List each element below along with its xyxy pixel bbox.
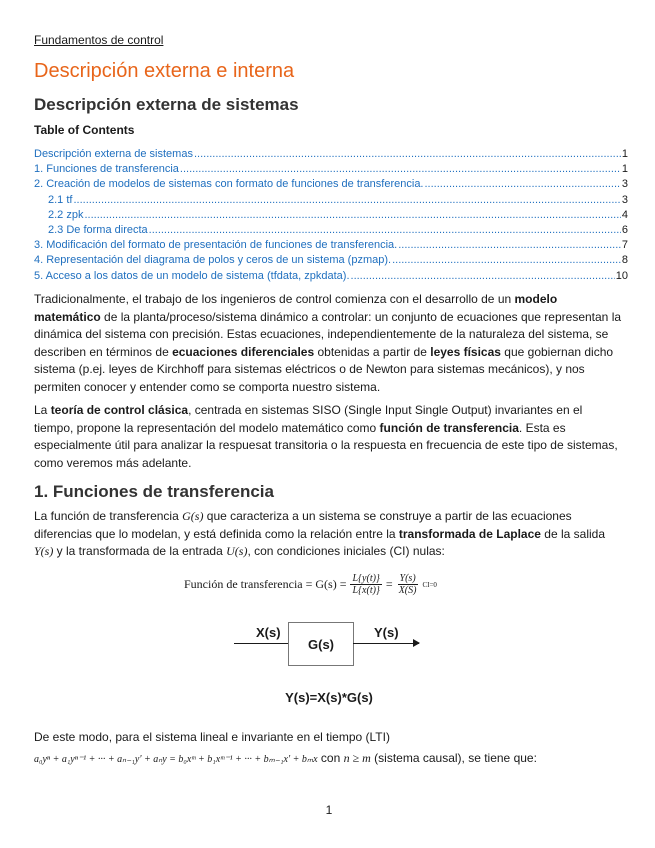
output-signal-label: Y(s) — [374, 625, 399, 640]
toc-entry-page: 10 — [615, 269, 628, 282]
toc-entry[interactable] — [34, 178, 628, 193]
section-heading-transfer-functions: 1. Funciones de transferencia — [34, 482, 274, 501]
toc-entry[interactable] — [34, 163, 628, 178]
toc-entry[interactable] — [34, 224, 628, 239]
toc-title: Table of Contents — [34, 123, 135, 137]
toc-entry-label[interactable]: 5. Acceso a los datos de un modelo de sistema (tfdata, zpkdata). — [34, 269, 350, 282]
lti-paragraph: De este modo, para el sistema lineal e invariante en el tiempo (LTI) — [34, 730, 390, 744]
lti-equation-line: a₀yⁿ + a₁yⁿ⁻¹ + ··· + aₙ₋₁y' + aₙy = b₀xᵐ + b₁xᵐ⁻¹ + ··· + bₘ₋₁x' + bₘx con n ≥ m (sistema causal), se tiene que: — [34, 751, 537, 765]
toc-entry-label[interactable]: Descripción externa de sistemas — [34, 148, 193, 160]
section-title: Descripción externa de sistemas — [34, 95, 299, 114]
toc-entry-label[interactable]: 2.2 zpk — [48, 208, 84, 221]
toc-entry-label[interactable]: 2.1 tf — [48, 193, 73, 206]
block-diagram — [234, 612, 454, 672]
toc-entry[interactable] — [34, 148, 628, 163]
toc-entry-page: 6 — [621, 223, 628, 236]
toc-entry[interactable] — [34, 194, 628, 209]
input-signal-label: X(s) — [256, 625, 281, 640]
toc-entry-label[interactable]: 2. Creación de modelos de sistemas con formato de funciones de transferencia. — [34, 178, 424, 191]
toc-entry-label[interactable]: 2.3 De forma directa — [48, 223, 148, 236]
toc-entry[interactable] — [34, 239, 628, 254]
toc-entry-page: 3 — [621, 178, 628, 191]
document-header: Fundamentos de control — [34, 33, 164, 47]
intro-paragraph: Tradicionalmente, el trabajo de los ingenieros de control comienza con el desarrollo de un modelo matemático de la planta/proceso/sistema dinámico a controlar: un conjunto de ecuaciones que representan la dinámica del sistema con precisión. Estas ecuaciones, independientemente de la naturaleza del sistema, se describen en términos de ecuaciones diferenciales obtenidas a partir de leyes físicas que gobiernan dicho sistema (p.ej. leyes de Kirchhoff para sistemas eléctricos o de Newton para sistemas mecánicos), y nos permiten conocer y entender como se comporta nuestro sistema. — [34, 292, 622, 394]
output-arrow — [353, 643, 419, 644]
transfer-block: G(s) — [288, 622, 354, 666]
toc-entry-page: 7 — [621, 239, 628, 252]
input-arrow — [234, 643, 288, 644]
transfer-function-formula: Función de transferencia = G(s) = $\frac{L\{y(t)\}}{L\{x(t)\}}$ = $\frac{Y(s)}{X(S)}$ CI=0 — [184, 573, 437, 596]
toc-entry-label[interactable]: 4. Representación del diagrama de polos y ceros de un sistema (pzmap). — [34, 254, 392, 267]
toc-entry-label[interactable]: 3. Modificación del formato de presentación de funciones de transferencia. — [34, 239, 398, 252]
toc-entry[interactable] — [34, 209, 628, 224]
toc-entry-page: 4 — [621, 208, 628, 221]
toc-entry-label[interactable]: 1. Funciones de transferencia — [34, 163, 179, 176]
main-title: Descripción externa e interna — [34, 60, 295, 82]
toc-entry-page: 1 — [621, 148, 628, 160]
transfer-function-paragraph: La función de transferencia G(s) que caracteriza a un sistema se construye a partir de las ecuaciones diferencias que lo modelan, y está definida como la relación entre la transformada de Laplace de la salida Y(s) y la transformada de la entrada U(s), con condiciones iniciales (CI) nulas: — [34, 509, 605, 558]
table-of-contents — [34, 148, 628, 285]
toc-entry-page: 1 — [621, 163, 628, 176]
toc-entry[interactable] — [34, 270, 628, 285]
toc-entry-page: 8 — [621, 254, 628, 267]
toc-entry[interactable] — [34, 254, 628, 269]
page-number: 1 — [325, 803, 333, 817]
classical-control-paragraph: La teoría de control clásica, centrada en sistemas SISO (Single Input Single Output) invariantes en el tiempo, propone la representación del modelo matemático como función de transferencia. Esta es especialmente útil para analizar la respuesat transitoria o la respuesta en frecuencia de este tipo de sistemas, como veremos más adelante. — [34, 403, 618, 470]
output-equation: Y(s)=X(s)*G(s) — [285, 690, 373, 705]
toc-entry-page: 3 — [621, 193, 628, 206]
